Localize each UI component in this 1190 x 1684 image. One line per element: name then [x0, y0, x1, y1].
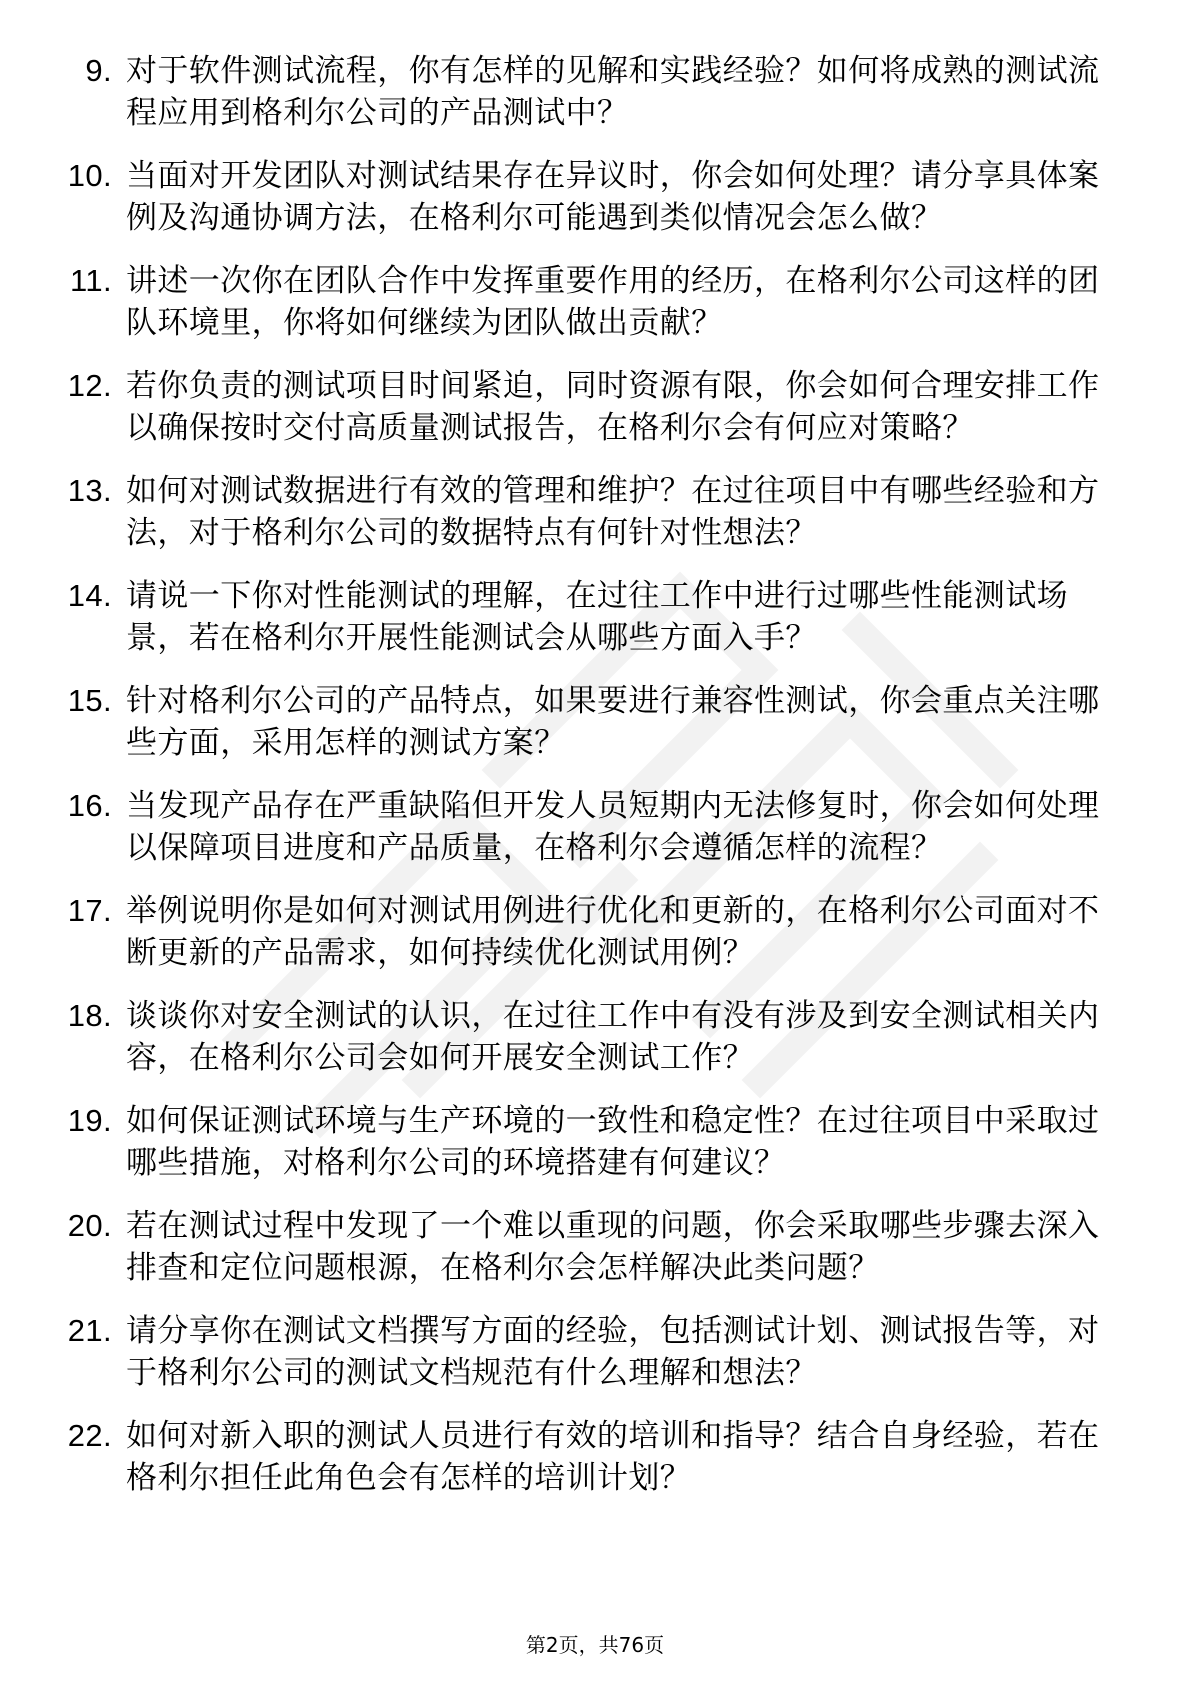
question-item [60, 995, 1120, 1079]
question-item [60, 680, 1120, 764]
question-text: 请说一下你对性能测试的理解，在过往工作中进行过哪些性能测试场景，若在格利尔开展性能测试会从哪些方面入手？ [126, 578, 1068, 656]
question-item [60, 155, 1120, 239]
question-item [60, 50, 1120, 134]
question-item [60, 365, 1120, 449]
question-number: 15. [67, 683, 112, 718]
question-number: 12. [67, 368, 112, 403]
question-number: 18. [67, 998, 112, 1033]
question-number: 16. [67, 788, 112, 823]
question-item [60, 785, 1120, 869]
question-text: 针对格利尔公司的产品特点，如果要进行兼容性测试，你会重点关注哪些方面，采用怎样的测试方案？ [126, 683, 1100, 761]
question-number: 13. [67, 473, 112, 508]
question-text: 当面对开发团队对测试结果存在异议时，你会如何处理？请分享具体案例及沟通协调方法，在格利尔可能遇到类似情况会怎么做？ [126, 158, 1100, 236]
question-text: 如何保证测试环境与生产环境的一致性和稳定性？在过往项目中采取过哪些措施，对格利尔公司的环境搭建有何建议？ [126, 1103, 1100, 1181]
question-number: 11. [70, 263, 112, 298]
page-number-label: 第2页，共76页 [525, 1633, 665, 1657]
question-list [60, 50, 1120, 1520]
question-item [60, 1100, 1120, 1184]
question-number: 22. [67, 1418, 112, 1453]
question-text: 如何对新入职的测试人员进行有效的培训和指导？结合自身经验，若在格利尔担任此角色会有怎样的培训计划？ [126, 1418, 1100, 1496]
question-item [60, 1310, 1120, 1394]
question-text: 如何对测试数据进行有效的管理和维护？在过往项目中有哪些经验和方法，对于格利尔公司的数据特点有何针对性想法？ [126, 473, 1100, 551]
question-number: 10. [67, 158, 112, 193]
question-text: 请分享你在测试文档撰写方面的经验，包括测试计划、测试报告等，对于格利尔公司的测试文档规范有什么理解和想法？ [126, 1313, 1100, 1391]
question-number: 20. [67, 1208, 112, 1243]
question-text: 举例说明你是如何对测试用例进行优化和更新的，在格利尔公司面对不断更新的产品需求，如何持续优化测试用例？ [126, 893, 1100, 971]
question-item [60, 575, 1120, 659]
question-text: 讲述一次你在团队合作中发挥重要作用的经历，在格利尔公司这样的团队环境里，你将如何继续为团队做出贡献？ [126, 263, 1100, 341]
question-item [60, 890, 1120, 974]
question-text: 若你负责的测试项目时间紧迫，同时资源有限，你会如何合理安排工作以确保按时交付高质量测试报告，在格利尔会有何应对策略？ [126, 368, 1100, 446]
question-number: 19. [67, 1103, 112, 1138]
question-item [60, 1205, 1120, 1289]
question-text: 若在测试过程中发现了一个难以重现的问题，你会采取哪些步骤去深入排查和定位问题根源，在格利尔会怎样解决此类问题？ [126, 1208, 1100, 1286]
question-number: 14. [67, 578, 112, 613]
question-number: 9. [85, 53, 112, 88]
question-text: 谈谈你对安全测试的认识，在过往工作中有没有涉及到安全测试相关内容，在格利尔公司会如何开展安全测试工作？ [126, 998, 1100, 1076]
question-number: 17. [67, 893, 112, 928]
question-item [60, 470, 1120, 554]
question-number: 21. [67, 1313, 112, 1348]
question-text: 对于软件测试流程，你有怎样的见解和实践经验？如何将成熟的测试流程应用到格利尔公司的产品测试中？ [126, 53, 1100, 131]
question-item [60, 260, 1120, 344]
page-footer [0, 1633, 1190, 1657]
question-text: 当发现产品存在严重缺陷但开发人员短期内无法修复时，你会如何处理以保障项目进度和产品质量，在格利尔会遵循怎样的流程？ [126, 788, 1100, 866]
question-item [60, 1415, 1120, 1499]
